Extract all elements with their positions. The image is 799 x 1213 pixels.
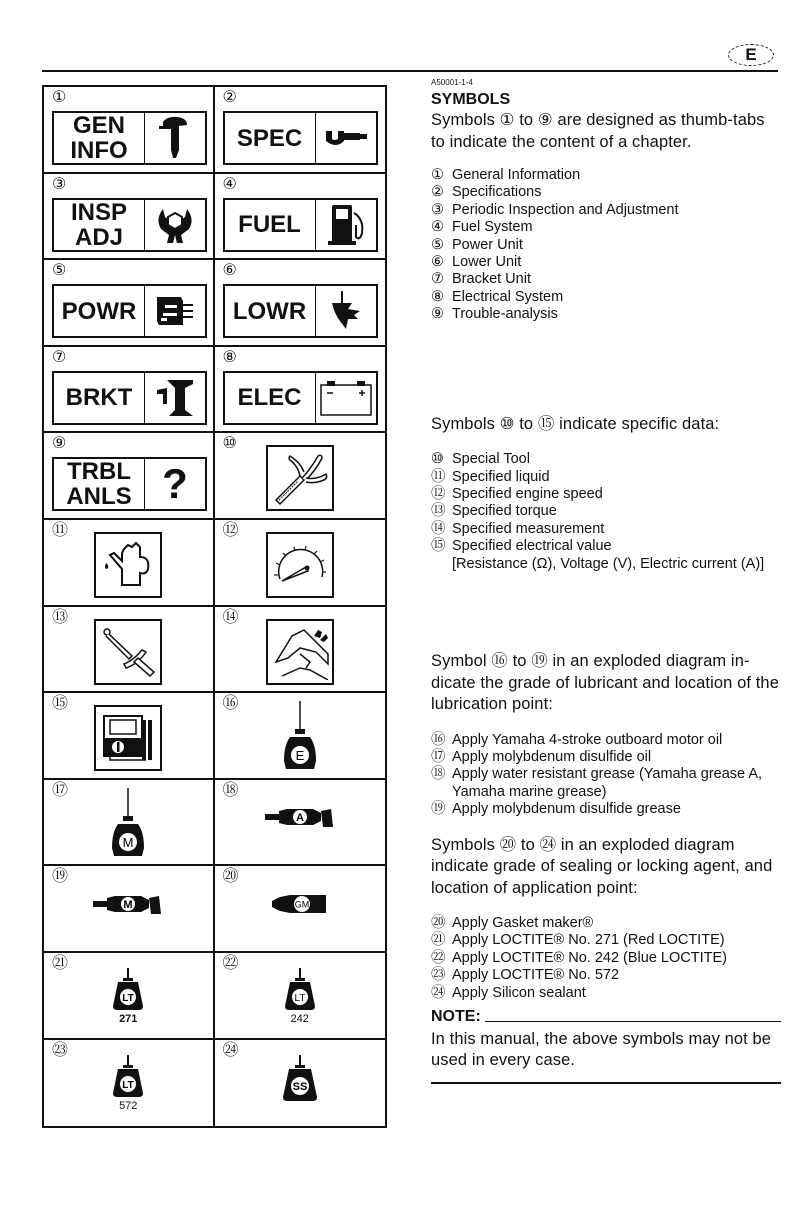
intro-specific-data: Symbols ⑩ to ⑮ indicate specific data: — [431, 414, 720, 433]
thumbtab-gen-info — [52, 111, 207, 165]
tab-label: ANLS — [66, 483, 132, 511]
symbol-number: ⑥ — [222, 262, 237, 280]
symbol-number: ⑭ — [222, 608, 239, 626]
note-text: In this manual, the above symbols may not be used in every case. — [431, 1029, 772, 1070]
symbol-number: ⑦ — [52, 348, 67, 366]
symbol-cell-5 — [44, 260, 215, 347]
lower-unit-icon — [316, 286, 376, 336]
symbol-number: ⑲ — [52, 868, 69, 886]
symbol-cell-2 — [215, 87, 386, 174]
symbol-cell-18 — [215, 780, 386, 867]
thumbtab-brkt — [52, 371, 207, 425]
symbol-cell-24 — [215, 1040, 386, 1127]
thumbtab-trbl-anls — [52, 457, 207, 511]
lubricant-list — [431, 732, 781, 819]
section-code: A50001-1-4 — [431, 78, 473, 87]
thumbtab-list — [431, 167, 781, 324]
bracket-icon — [145, 373, 205, 423]
tab-label: FUEL — [225, 200, 316, 250]
thumbtab-fuel — [223, 198, 378, 252]
fuel-pump-icon — [316, 200, 376, 250]
list-item: ③ Periodic Inspection and Adjustment — [431, 201, 679, 218]
symbol-number: ⑩ — [222, 435, 237, 453]
symbol-cell-20 — [215, 866, 386, 953]
wrench-nut-icon — [145, 200, 205, 250]
symbol-cell-16 — [215, 693, 386, 780]
symbol-number: ① — [52, 89, 67, 106]
symbol-cell-14 — [215, 607, 386, 694]
header-rule — [42, 70, 778, 72]
symbol-number: ④ — [222, 175, 237, 193]
symbol-cell-11 — [44, 520, 215, 607]
silicon-sealant-bottle-icon — [215, 1046, 386, 1113]
symbol-number: ⑨ — [52, 435, 67, 453]
list-item: ㉑ Apply LOCTITE® No. 271 (Red LOCTITE) — [431, 932, 725, 949]
symbol-cell-23 — [44, 1040, 215, 1127]
tab-label: INFO — [70, 137, 128, 164]
battery-icon — [316, 373, 376, 423]
svg-text:LT: LT — [122, 992, 134, 1004]
symbol-cell-21 — [44, 953, 215, 1040]
symbol-number: ⑰ — [52, 781, 69, 799]
symbol-number: ㉔ — [222, 1041, 239, 1059]
svg-text:GM: GM — [294, 899, 309, 910]
symbol-cell-8 — [215, 347, 386, 434]
engine-icon — [145, 286, 205, 336]
list-item: ④ Fuel System — [431, 219, 533, 236]
tab-label: ELEC — [225, 373, 316, 423]
loctite-bottle-icon — [44, 959, 213, 1034]
oiler-icon — [44, 786, 213, 861]
list-item: ⑲ Apply molybdenum disulfide grease — [431, 801, 681, 818]
symbol-cell-13 — [44, 607, 215, 694]
svg-text:SS: SS — [292, 1080, 308, 1093]
grease-gun-icon — [44, 860, 213, 947]
symbol-number: ② — [222, 89, 237, 106]
symbol-cell-9 — [44, 433, 215, 520]
symbol-number: ⑳ — [222, 868, 239, 886]
thumbtab-insp-adj — [52, 198, 207, 252]
list-item: ⑤ Power Unit — [431, 236, 523, 253]
symbol-cell-1 — [44, 87, 215, 174]
symbol-number: ⑤ — [52, 262, 67, 280]
symbol-number: ⑧ — [222, 348, 237, 366]
symbol-cell-17 — [44, 780, 215, 867]
tab-label: ADJ — [74, 223, 123, 251]
list-item: ㉒ Apply LOCTITE® No. 242 (Blue LOCTITE) — [431, 949, 727, 966]
list-item: [Resistance (Ω), Voltage (V), Electric current (A)] — [452, 555, 765, 572]
intro-sealant: Symbols ⑳ to ㉔ in an exploded diagram indicate grade of sealing or locking agent, and location of application point: — [431, 835, 773, 897]
symbol-number: ⑫ — [222, 521, 239, 539]
tab-label: TRBL — [67, 458, 131, 486]
intro-lubricant: Symbol ⑯ to ⑲ in an exploded diagram in-dicate the grade of lubricant and location of the lubrication point: — [431, 652, 779, 713]
thumbtab-lowr — [223, 284, 378, 338]
symbol-cell-12 — [215, 520, 386, 607]
intro-thumbtabs: Symbols ① to ⑨ are designed as thumb-tabs to indicate the content of a chapter. — [431, 111, 765, 151]
loctite-number: 271 — [119, 1012, 138, 1025]
thumbtab-elec — [223, 371, 378, 425]
list-item: ⑪ Specified liquid — [431, 468, 550, 485]
list-item: ⑬ Specified torque — [431, 503, 557, 520]
symbol-number: ⑪ — [52, 521, 69, 539]
note-end-rule — [431, 1082, 781, 1084]
symbol-number: ⑱ — [222, 781, 239, 799]
loctite-number: 242 — [290, 1012, 309, 1025]
list-item: ㉔ Apply Silicon sealant — [431, 984, 586, 1001]
symbol-cell-3 — [44, 174, 215, 261]
list-item: ⑯ Apply Yamaha 4-stroke outboard motor oil — [431, 731, 723, 748]
symbol-number: ⑯ — [222, 695, 239, 713]
symbol-number: ③ — [52, 175, 67, 193]
sealant-tube-icon — [215, 860, 386, 947]
symbol-number: ⑬ — [52, 608, 69, 626]
tab-label: LOWR — [225, 286, 316, 336]
list-item: ① General Information — [431, 167, 581, 183]
loctite-bottle-icon — [44, 1046, 213, 1123]
thumbtab-spec — [223, 111, 378, 165]
list-item: ⑥ Lower Unit — [431, 254, 522, 271]
symbol-number: ㉒ — [222, 954, 239, 972]
page-title: SYMBOLS — [431, 91, 511, 108]
list-item: ⑮ Specified electrical value — [431, 538, 612, 555]
tab-label: INSP — [70, 198, 127, 226]
torque-wrench-icon — [94, 619, 162, 685]
list-item: ⑭ Specified measurement — [431, 520, 605, 537]
symbol-cell-19 — [44, 866, 215, 953]
language-badge: E — [728, 44, 774, 66]
oiler-icon — [215, 699, 386, 774]
tab-label: POWR — [54, 286, 145, 336]
sealant-list — [431, 915, 781, 1002]
list-item: ㉓ Apply LOCTITE® No. 572 — [431, 967, 620, 984]
loctite-bottle-icon — [215, 959, 386, 1034]
tab-label: BRKT — [54, 373, 145, 423]
thumbtab-powr — [52, 284, 207, 338]
micrometer-icon — [316, 113, 376, 163]
list-item: ⑳ Apply Gasket maker® — [431, 915, 594, 932]
question-mark-icon: ? — [162, 460, 188, 508]
tab-label: GEN — [72, 112, 125, 139]
svg-text:LT: LT — [122, 1080, 134, 1092]
symbols-description — [431, 78, 781, 1084]
grease-gun-icon — [215, 774, 386, 861]
symbol-grid — [42, 85, 387, 1128]
symbol-cell-6 — [215, 260, 386, 347]
oil-can-icon — [94, 532, 162, 598]
list-item: ⑰ Apply molybdenum disulfide oil — [431, 748, 652, 765]
tab-label: SPEC — [225, 113, 316, 163]
symbol-cell-10 — [215, 433, 386, 520]
symbol-number: ⑮ — [52, 695, 69, 713]
symbol-cell-15 — [44, 693, 215, 780]
list-item: ⑧ Electrical System — [431, 288, 564, 305]
svg-text:E: E — [295, 748, 305, 764]
tachometer-icon — [266, 532, 334, 598]
list-item: ⑱ Apply water resistant grease (Yamaha grease A, Yamaha marine grease) — [431, 766, 763, 800]
symbol-cell-7 — [44, 347, 215, 434]
symbol-cell-4 — [215, 174, 386, 261]
symbol-number: ㉑ — [52, 954, 69, 972]
svg-text:LT: LT — [294, 992, 306, 1004]
special-tool-icon — [266, 445, 334, 511]
note-label: NOTE: — [431, 1008, 481, 1026]
symbol-cell-22 — [215, 953, 386, 1040]
svg-text:M: M — [122, 835, 134, 851]
list-item: ⑨ Trouble-analysis — [431, 306, 558, 323]
list-item: ⑩ Special Tool — [431, 451, 530, 468]
note-rule — [485, 1021, 781, 1022]
symbol-number: ㉓ — [52, 1041, 69, 1059]
list-item: ⑦ Bracket Unit — [431, 271, 531, 288]
svg-text:M: M — [123, 898, 133, 911]
multimeter-icon — [94, 705, 162, 771]
list-item: ② Specifications — [431, 184, 542, 201]
svg-text:A: A — [295, 812, 304, 825]
specific-data-list — [431, 451, 781, 573]
loctite-number: 572 — [119, 1100, 138, 1113]
note-heading — [431, 1008, 781, 1026]
caliper-icon — [266, 619, 334, 685]
list-item: ⑫ Specified engine speed — [431, 485, 603, 502]
outboard-motor-icon — [145, 113, 205, 163]
